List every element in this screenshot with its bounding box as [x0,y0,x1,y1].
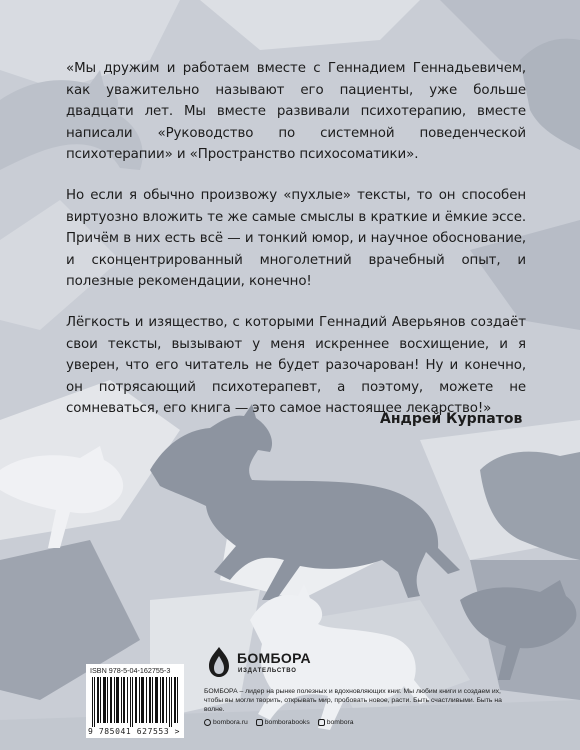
quote-author: Андрей Курпатов [380,411,523,427]
isbn-barcode-box [86,664,184,738]
bombora-logo-icon [204,646,234,678]
barcode-digits: 9 785041 627553 > [88,727,181,736]
publisher-socials [204,719,354,726]
social-instagram[interactable] [318,719,354,726]
quote-paragraph-1: «Мы дружим и работаем вместе с Геннадием Геннадьевичем, как уважительно называют его пациенты, уже больше двадцати лет. Мы вместе развивали психотерапию, вместе написали «Руководство по системной поведенческой психотерапии» и «Пространство психосоматики». [66,61,526,163]
quote-paragraph-2: Но если я обычно произвожу «пухлые» тексты, то он способен виртуозно вложить те же самые смыслы в краткие и ёмкие эссе. Причём в них есть всё — и тонкий юмор, и научное обоснование, и сконцентрированный многолетний врачебный опыт, и полезные рекомендации, конечно! [66,187,526,290]
globe-icon [204,719,211,726]
social-label: bomborabooks [264,719,310,726]
isbn-number: ISBN 978-5-04-162755-3 [90,666,171,675]
quote-paragraph-3: Лёгкость и изящество, с которыми Геннадий Аверьянов создаёт свои тексты, вызывают у меня искреннее восхищение, и я уверен, что его читатель не будет разочарован! Ну и конечно, он потрясающий психотерапевт, а поэтому, можете не сомневаться, его книга — это самое настоящее лекарство!» [66,314,526,417]
social-vk[interactable] [256,719,310,726]
social-label: bombora.ru [213,719,248,726]
publisher-name: БОМБОРА [237,650,311,666]
social-website[interactable] [204,719,248,726]
quote-block [66,58,526,434]
barcode-icon [90,677,180,727]
instagram-icon [318,719,325,726]
social-label: bombora [326,719,354,726]
publisher-tagline: БОМБОРА – лидер на рынке полезных и вдохновляющих книг. Мы любим книги и создаем их, чтобы вы могли творить, открывать мир, пробовать новое, расти. Быть счастливыми. Быть на волне. [204,688,502,713]
vk-icon [256,719,263,726]
publisher-subtitle: ИЗДАТЕЛЬСТВО [238,668,297,674]
